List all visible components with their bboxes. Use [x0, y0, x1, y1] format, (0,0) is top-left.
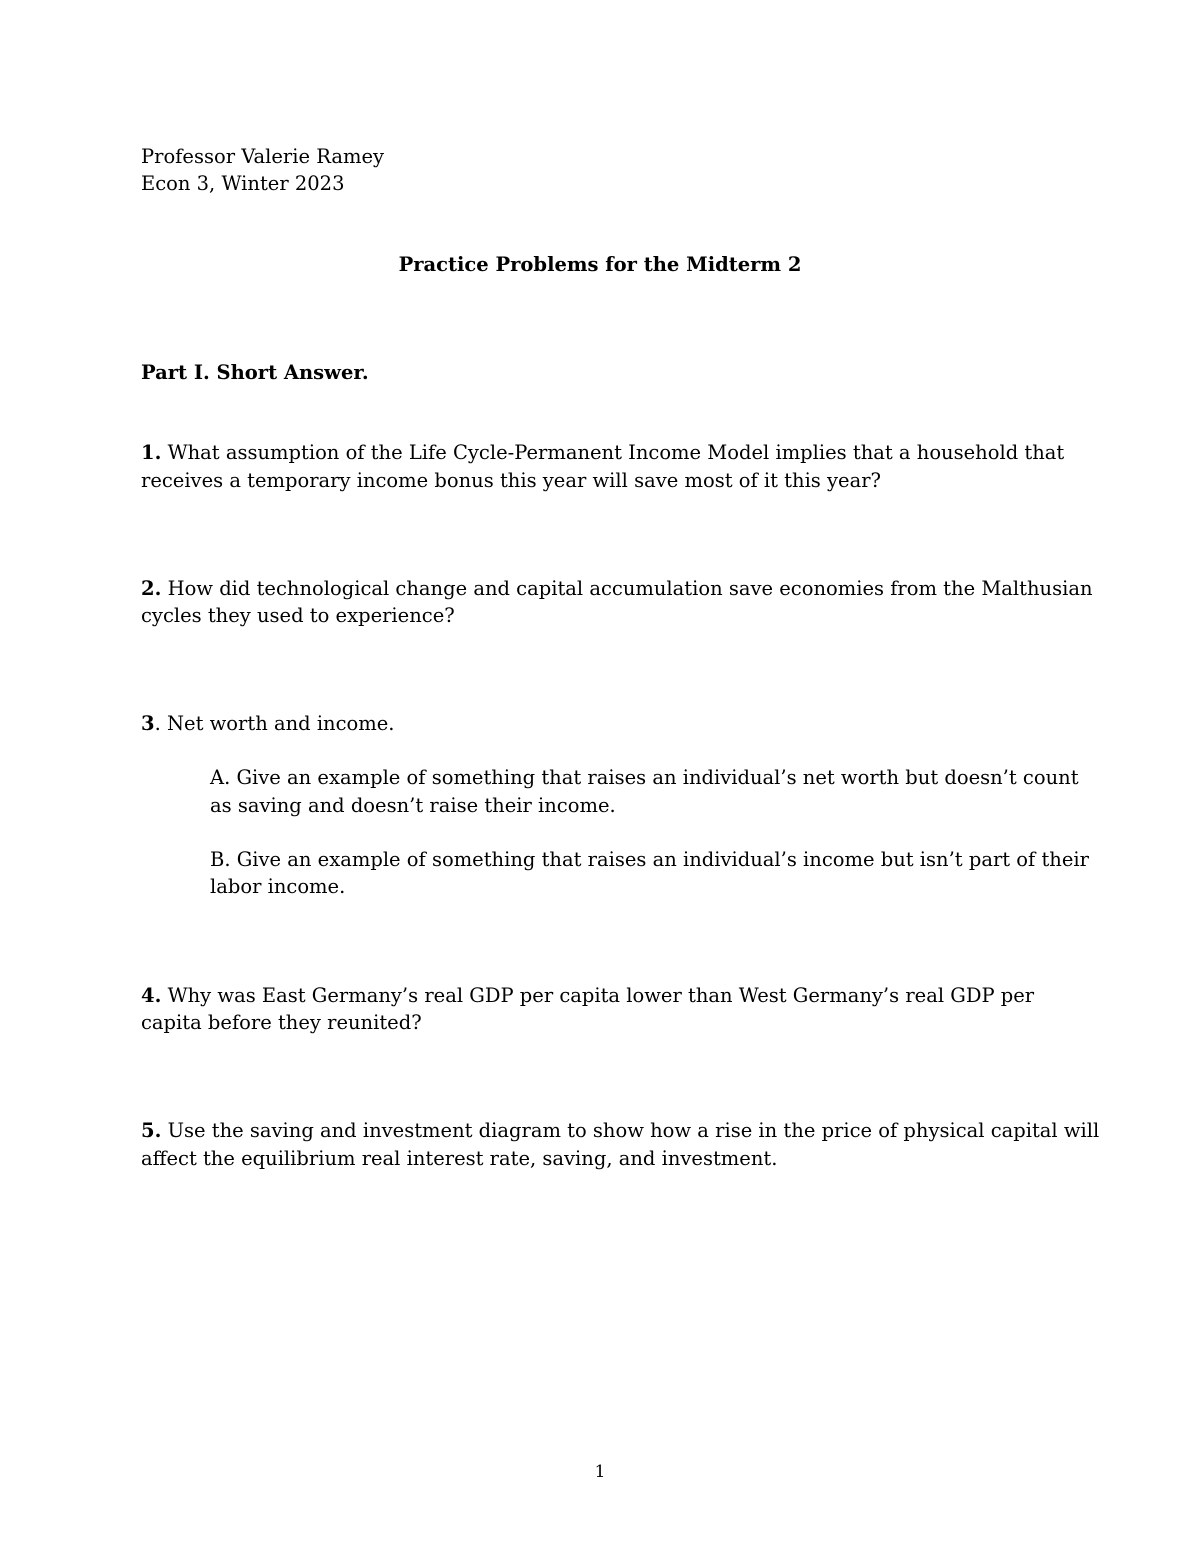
question-1-line-1 [141, 439, 1064, 467]
question-4-line-2: capita before they reunited? [141, 1011, 422, 1034]
question-1-text: What assumption of the Life Cycle-Permanent Income Model implies that a household that [167, 441, 1065, 464]
document-title: Practice Problems for the Midterm 2 [398, 253, 802, 276]
question-3-line-1 [141, 710, 395, 738]
question-5-line-2: affect the equilibrium real interest rate, saving, and investment. [141, 1147, 778, 1170]
question-1-number: 1. [141, 441, 162, 464]
question-3-number: 3 [141, 712, 155, 735]
part-heading: Part I. Short Answer. [141, 361, 369, 384]
question-2-text: How did technological change and capital accumulation save economies from the Malthusian [167, 577, 1093, 600]
question-2-line-1 [141, 575, 1093, 603]
question-4-number: 4. [141, 984, 162, 1007]
question-3b-line-2: labor income. [210, 875, 346, 898]
question-4-line-1 [141, 982, 1034, 1010]
page-number: 1 [594, 1462, 606, 1482]
question-5-text: Use the saving and investment diagram to show how a rise in the price of physical capital will [167, 1119, 1100, 1142]
question-4-text: Why was East Germany’s real GDP per capita lower than West Germany’s real GDP per [167, 984, 1035, 1007]
question-5-number: 5. [141, 1119, 162, 1142]
question-1-line-2: receives a temporary income bonus this year will save most of it this year? [141, 469, 881, 492]
question-3a-line-2: as saving and doesn’t raise their income. [210, 794, 616, 817]
course-info: Econ 3, Winter 2023 [141, 172, 345, 195]
professor-name: Professor Valerie Ramey [141, 145, 385, 168]
question-2-line-2: cycles they used to experience? [141, 604, 455, 627]
question-5-line-1 [141, 1117, 1099, 1145]
question-3a-line-1: A. Give an example of something that raises an individual’s net worth but doesn’t count [210, 766, 1079, 789]
question-2-number: 2. [141, 577, 162, 600]
question-3b-line-1: B. Give an example of something that raises an individual’s income but isn’t part of their [210, 848, 1089, 871]
question-3-text: . Net worth and income. [154, 712, 395, 735]
